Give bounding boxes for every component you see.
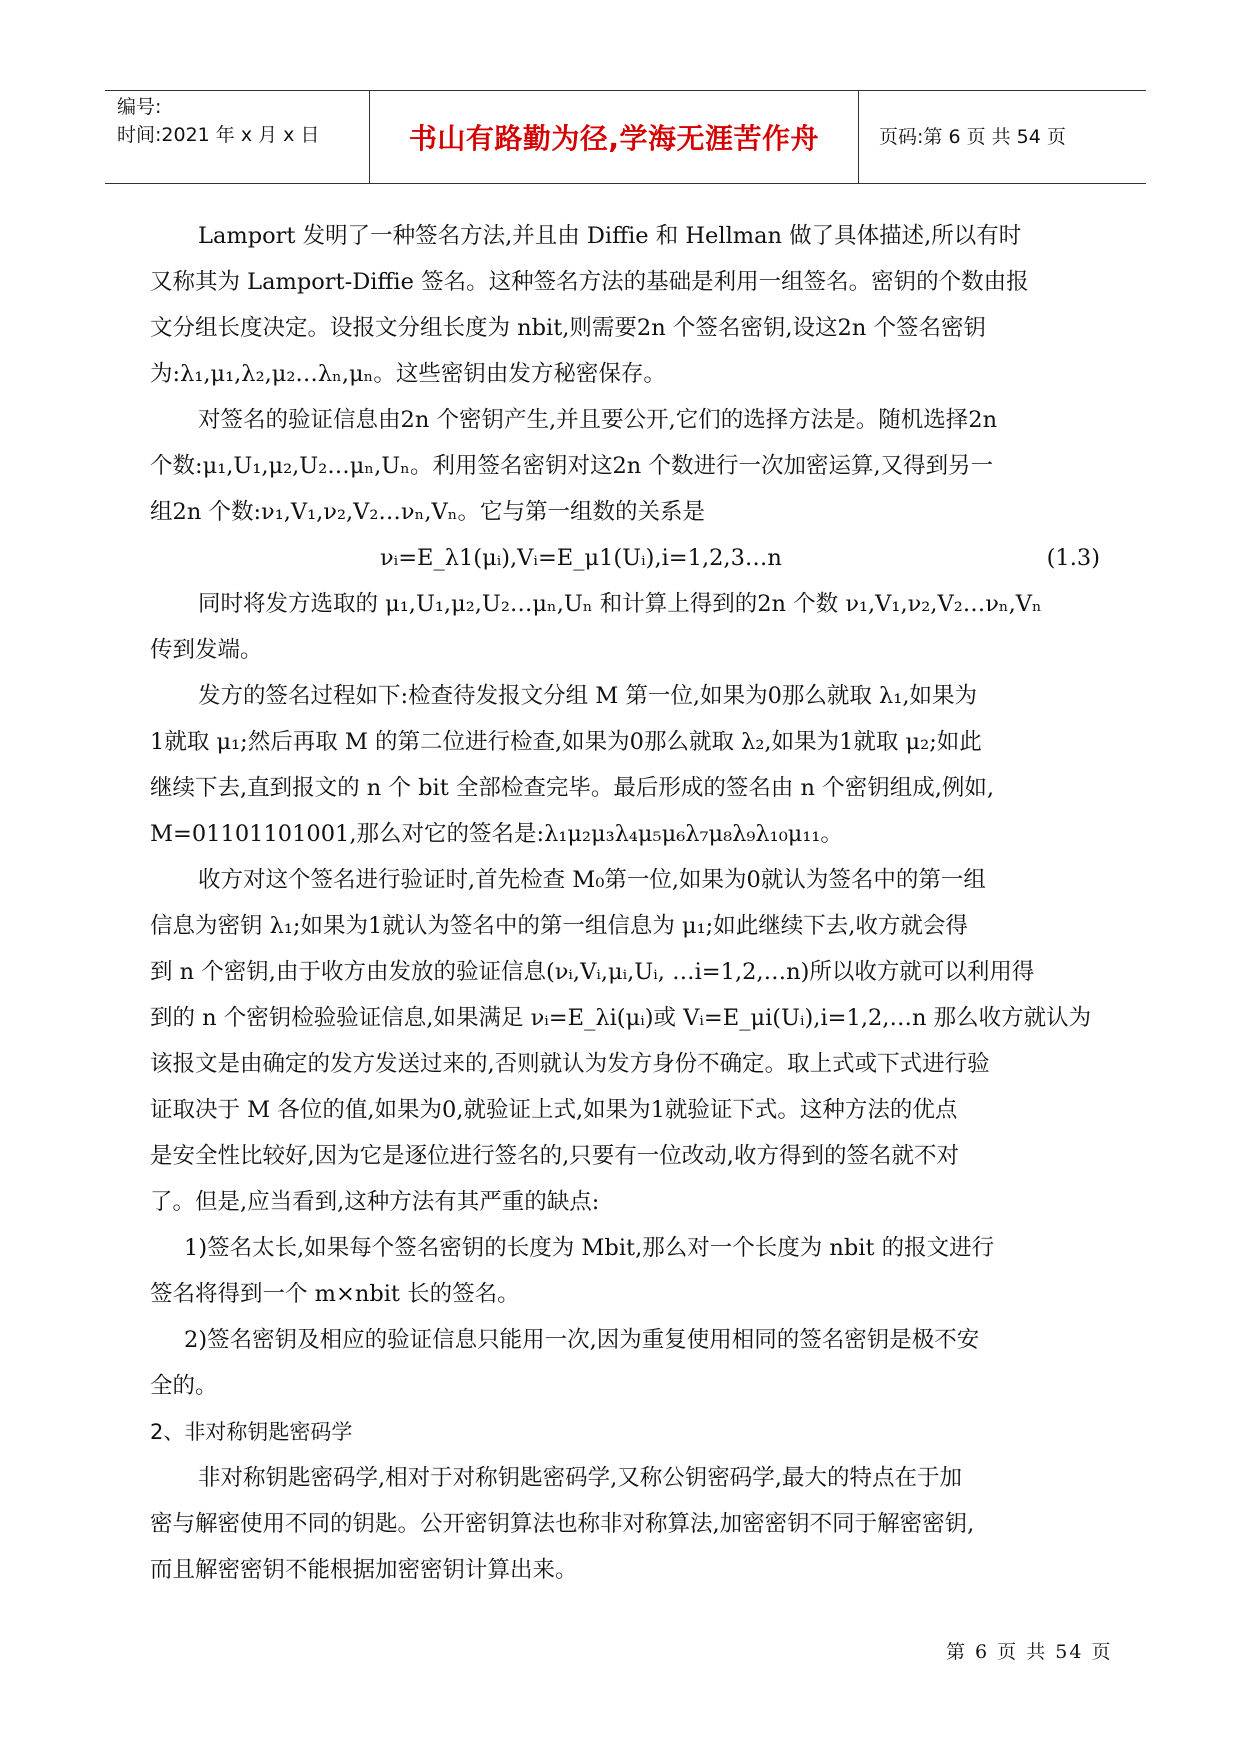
- list-item-1: 1)签名太长,如果每个签名密钥的长度为 Mbit,那么对一个长度为 nbit 的报文进行: [184, 1235, 995, 1261]
- header-page-cell: [867, 91, 1146, 183]
- paragraph-line: 对签名的验证信息由2n 个密钥产生,并且要公开,它们的选择方法是。随机选择2n: [198, 407, 998, 433]
- paragraph-line: 该报文是由确定的发方发送过来的,否则就认为发方身份不确定。取上式或下式进行验: [150, 1051, 990, 1077]
- paragraph-line: 证取决于 M 各位的值,如果为0,就验证上式,如果为1就验证下式。这种方法的优点: [150, 1097, 958, 1123]
- paragraph-line: 传到发端。: [150, 637, 263, 663]
- paragraph-line: 收方对这个签名进行验证时,首先检查 M₀第一位,如果为0就认为签名中的第一组: [198, 867, 986, 893]
- header-motto: 书山有路勤为径,学海无涯苦作舟: [408, 122, 820, 155]
- paragraph-line: 到的 n 个密钥检验验证信息,如果满足 νᵢ=E_λi(μᵢ)或 Vᵢ=E_μi(Uᵢ),i=1,2,…n 那么收方就认为: [150, 1005, 1092, 1031]
- paragraph-line: 组2n 个数:ν₁,V₁,ν₂,V₂…νₙ,Vₙ。它与第一组数的关系是: [150, 499, 705, 525]
- list-item-2: 2)签名密钥及相应的验证信息只能用一次,因为重复使用相同的签名密钥是极不安: [184, 1327, 980, 1353]
- paragraph-line: 密与解密使用不同的钥匙。公开密钥算法也称非对称算法,加密密钥不同于解密密钥,: [150, 1511, 975, 1537]
- paragraph-line: 非对称钥匙密码学,相对于对称钥匙密码学,又称公钥密码学,最大的特点在于加: [198, 1465, 962, 1491]
- paragraph-line: 了。但是,应当看到,这种方法有其严重的缺点:: [150, 1189, 600, 1215]
- number-label: 编号:: [117, 96, 162, 118]
- paragraph-line: 同时将发方选取的 μ₁,U₁,μ₂,U₂…μₙ,Uₙ 和计算上得到的2n 个数 ν₁,V₁,ν₂,V₂…νₙ,Vₙ: [198, 591, 1042, 617]
- paragraph-line: 继续下去,直到报文的 n 个 bit 全部检查完毕。最后形成的签名由 n 个密钥组成,例如,: [150, 775, 994, 801]
- paragraph-line: 而且解密密钥不能根据加密密钥计算出来。: [150, 1557, 578, 1583]
- paragraph-line: 又称其为 Lamport-Diffie 签名。这种签名方法的基础是利用一组签名。密钥的个数由报: [150, 269, 1029, 295]
- paragraph-line: 到 n 个密钥,由于收方由发放的验证信息(νᵢ,Vᵢ,μᵢ,Uᵢ, …i=1,2,…n)所以收方就可以利用得: [150, 959, 1035, 985]
- equation: [150, 535, 1100, 581]
- paragraph-line: 文分组长度决定。设报文分组长度为 nbit,则需要2n 个签名密钥,设这2n 个签名密钥: [150, 315, 987, 341]
- document-header: [105, 90, 1146, 184]
- paragraph-line: 签名将得到一个 m×nbit 长的签名。: [150, 1281, 520, 1307]
- page-footer: 第 6 页 共 54 页: [946, 1641, 1113, 1663]
- paragraph-line: Lamport 发明了一种签名方法,并且由 Diffie 和 Hellman 做了具体描述,所以有时: [198, 223, 1022, 249]
- page-label: 页码:第 6 页 共 54 页: [879, 126, 1066, 148]
- paragraph-line: M=01101101001,那么对它的签名是:λ₁μ₂μ₃λ₄μ₅μ₆λ₇μ₈λ₉λ₁₀μ₁₁。: [150, 821, 843, 847]
- paragraph-line: 发方的签名过程如下:检查待发报文分组 M 第一位,如果为0那么就取 λ₁,如果为: [198, 683, 977, 709]
- document-body: [150, 213, 1100, 1593]
- equation-number: (1.3): [1046, 545, 1100, 571]
- header-motto-cell: [369, 91, 859, 183]
- paragraph-line: 全的。: [150, 1373, 218, 1399]
- time-label: 时间:2021 年 x 月 x 日: [117, 124, 320, 146]
- paragraph-line: 1就取 μ₁;然后再取 M 的第二位进行检查,如果为0那么就取 λ₂,如果为1就取 μ₂;如此: [150, 729, 982, 755]
- paragraph-line: 是安全性比较好,因为它是逐位进行签名的,只要有一位改动,收方得到的签名就不对: [150, 1143, 959, 1169]
- equation-expression: νᵢ=E_λ1(μᵢ),Vᵢ=E_μ1(Uᵢ),i=1,2,3…n: [380, 545, 782, 571]
- header-meta-cell: [105, 91, 367, 183]
- paragraph-line: 个数:μ₁,U₁,μ₂,U₂…μₙ,Uₙ。利用签名密钥对这2n 个数进行一次加密运算,又得到另一: [150, 453, 994, 479]
- paragraph-line: 信息为密钥 λ₁;如果为1就认为签名中的第一组信息为 μ₁;如此继续下去,收方就会得: [150, 913, 968, 939]
- section-heading: 2、非对称钥匙密码学: [150, 1420, 353, 1444]
- paragraph-line: 为:λ₁,μ₁,λ₂,μ₂…λₙ,μₙ。这些密钥由发方秘密保存。: [150, 361, 666, 387]
